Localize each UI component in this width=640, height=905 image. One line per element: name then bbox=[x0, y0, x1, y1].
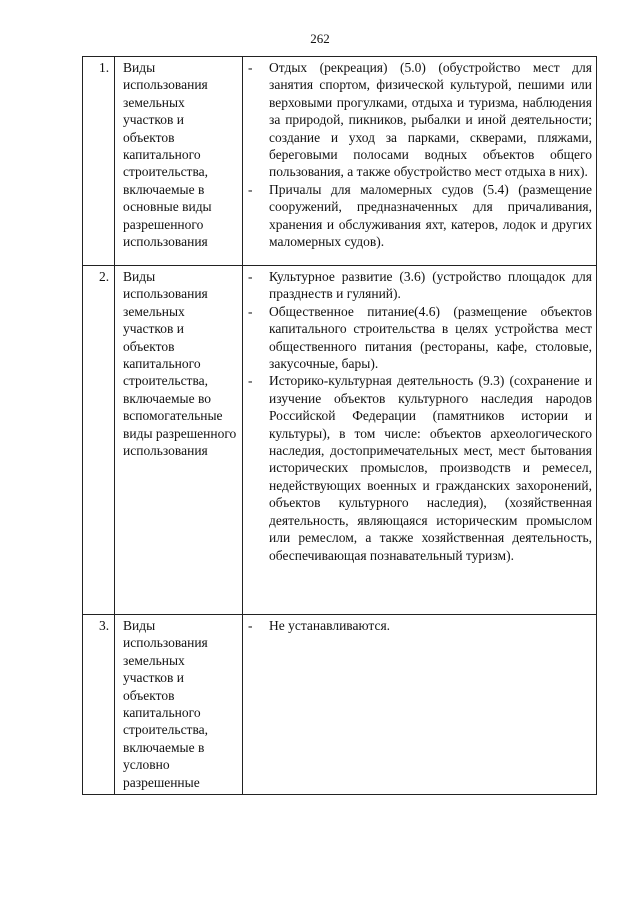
list-item bbox=[247, 268, 592, 303]
list-item bbox=[247, 59, 592, 181]
use-type-cell: Виды использования земельных участков и объектов капитального строительства, включаемые в условно разрешенные bbox=[115, 615, 243, 795]
page-number: 262 bbox=[310, 31, 330, 46]
use-description-cell bbox=[243, 615, 597, 795]
row-number: 2. bbox=[83, 266, 115, 615]
use-description-cell bbox=[243, 266, 597, 615]
list-item-text: Историко-культурная деятельность (9.3) (сохранение и изучение объектов культурного наследия народов Российской Федерации (памятников истории и культуры), в том числе: объектов археологического наследия, достопримечательных мест, мест бытования исторических промыслов, производств и ремесел, недействующих военных и гражданских захоронений, объектов культурного наследия), (хозяйственная деятельность, являющаяся историческим промыслом или ремеслом, а также хозяйственная деятельность, обеспечивающая познавательный туризм). bbox=[269, 373, 592, 563]
use-type-cell: Виды использования земельных участков и объектов капитального строительства, включаемые в основные виды разрешенного использования bbox=[115, 57, 243, 266]
list-item-text: Причалы для маломерных судов (5.4) (размещение сооружений, предназначенных для причаливания, хранения и обслуживания яхт, катеров, лодок и других маломерных судов). bbox=[269, 181, 592, 250]
dash-bullet: - bbox=[248, 269, 253, 284]
use-type-cell: Виды использования земельных участков и объектов капитального строительства, включаемые во вспомогательные виды разрешенного использования bbox=[115, 266, 243, 615]
dash-bullet: - bbox=[248, 373, 253, 389]
table-row bbox=[83, 266, 597, 615]
land-use-table bbox=[82, 56, 597, 795]
use-list bbox=[247, 59, 592, 250]
use-description-cell bbox=[243, 57, 597, 266]
table-row bbox=[83, 57, 597, 266]
row-number: 3. bbox=[83, 615, 115, 795]
list-item-text: Культурное развитие (3.6) (устройство площадок для празднеств и гуляний). bbox=[269, 269, 592, 302]
dash-bullet: - bbox=[248, 181, 253, 197]
list-item bbox=[247, 303, 592, 373]
list-item bbox=[247, 617, 592, 634]
use-list bbox=[247, 617, 592, 634]
dash-bullet: - bbox=[248, 303, 253, 319]
list-item bbox=[247, 372, 592, 563]
dash-bullet: - bbox=[248, 618, 253, 633]
list-item-text: Общественное питание(4.6) (размещение объектов капитального строительства в целях устройства мест общественного питания (рестораны, кафе, столовые, закусочные, бары). bbox=[269, 303, 592, 372]
list-item-text: Отдых (рекреация) (5.0) (обустройство мест для занятия спортом, физической культурой, пешими или верховыми прогулками, отдыха и туризма, наблюдения за природой, пикников, рыбалки и иной деятельности; создание и уход за парками, скверами, пляжами, береговыми полосами водных объектов общего пользования, а также обустройство мест отдыха в них). bbox=[269, 60, 592, 180]
table-row bbox=[83, 615, 597, 795]
list-item bbox=[247, 181, 592, 251]
list-item-text: Не устанавливаются. bbox=[269, 618, 391, 633]
dash-bullet: - bbox=[248, 60, 253, 75]
use-list bbox=[247, 268, 592, 564]
row-number: 1. bbox=[83, 57, 115, 266]
